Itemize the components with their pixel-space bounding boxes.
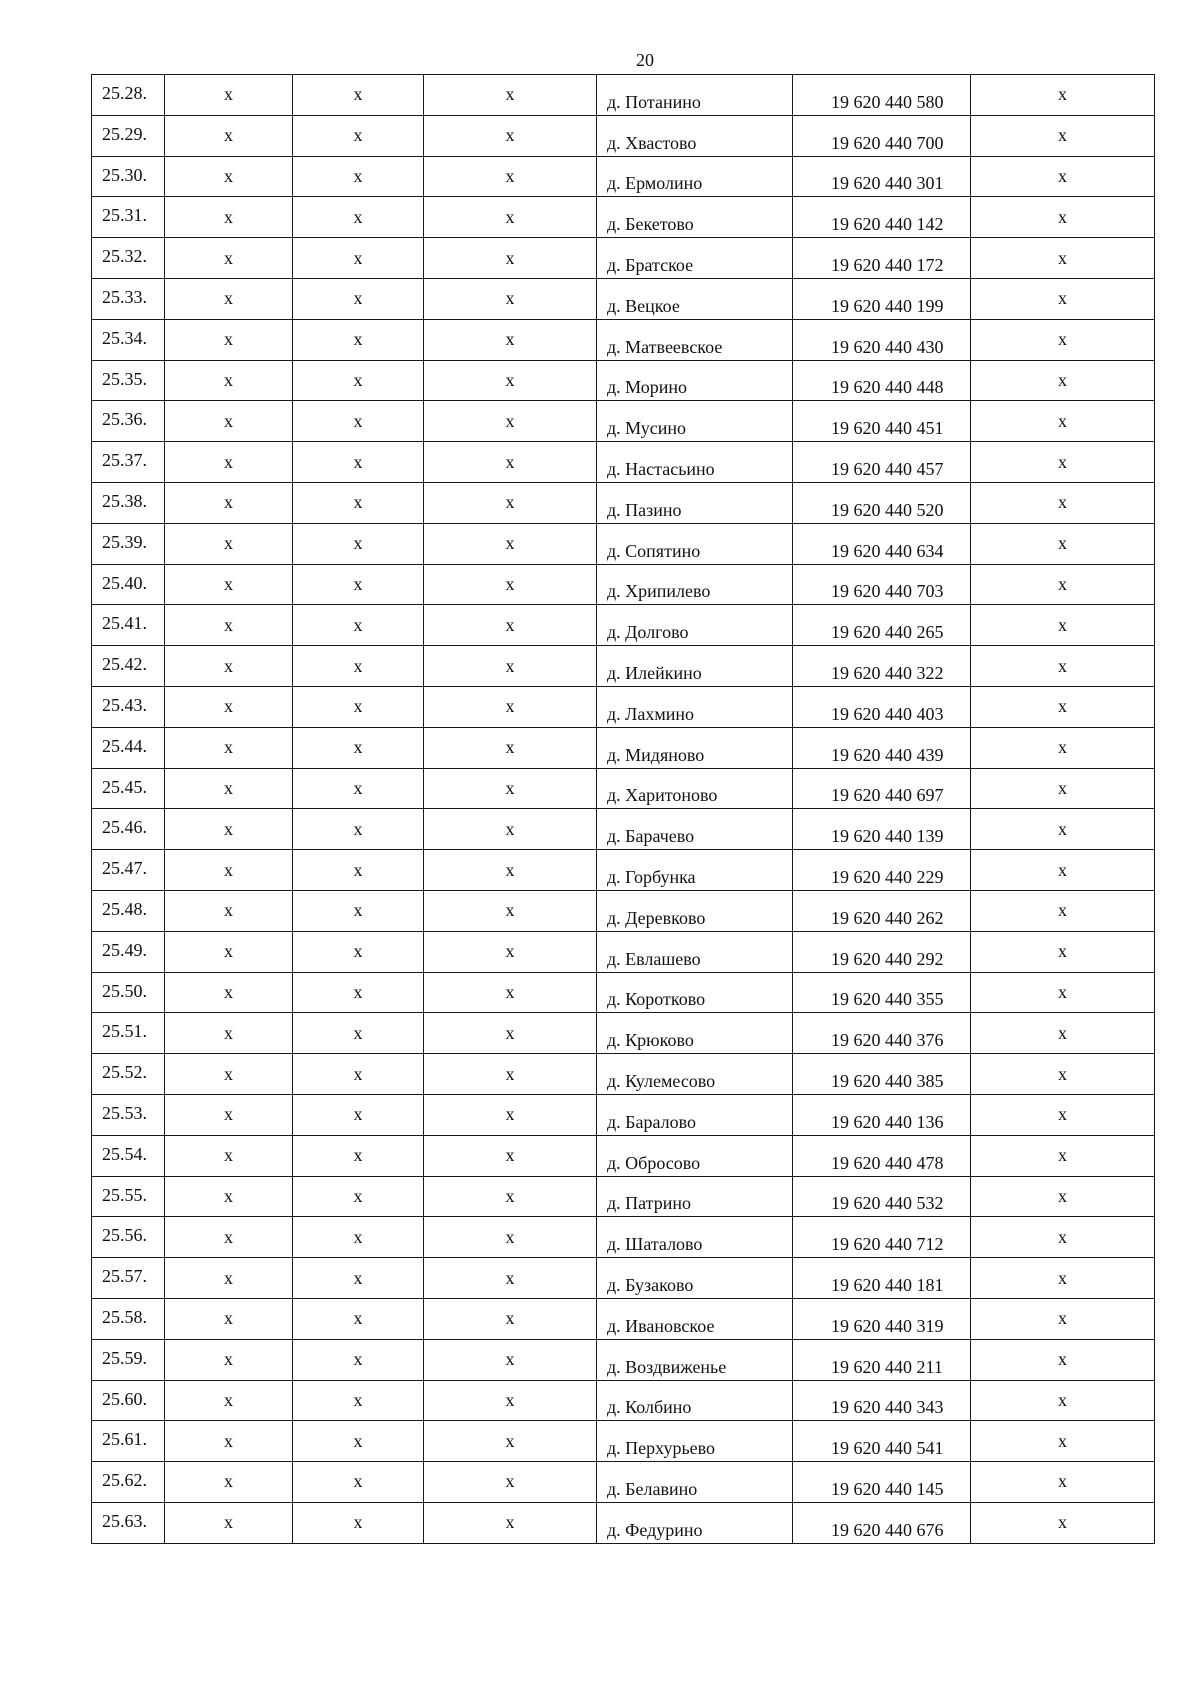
cell-col-2: x [293,1380,424,1421]
cell-row-number: 25.39. [92,523,165,564]
cell-row-number: 25.52. [92,1054,165,1095]
cell-col-3: x [424,605,597,646]
cell-col-3: x [424,1298,597,1339]
cell-oktmo-code: 19 620 440 136 [793,1094,971,1135]
cell-oktmo-code: 19 620 440 703 [793,564,971,605]
cell-settlement-name: д. Федурино [597,1502,793,1543]
cell-col-1: x [165,238,293,279]
cell-col-1: x [165,605,293,646]
table-row [92,1176,1155,1217]
cell-col-3: x [424,931,597,972]
table-row [92,523,1155,564]
cell-col-7: x [971,75,1155,116]
cell-col-2: x [293,1421,424,1462]
cell-row-number: 25.40. [92,564,165,605]
cell-col-3: x [424,1462,597,1503]
cell-col-2: x [293,972,424,1013]
cell-settlement-name: д. Шаталово [597,1217,793,1258]
cell-row-number: 25.41. [92,605,165,646]
cell-oktmo-code: 19 620 440 712 [793,1217,971,1258]
cell-oktmo-code: 19 620 440 451 [793,401,971,442]
cell-col-7: x [971,523,1155,564]
cell-col-2: x [293,1217,424,1258]
cell-col-1: x [165,727,293,768]
cell-col-1: x [165,1502,293,1543]
cell-col-3: x [424,850,597,891]
cell-col-3: x [424,115,597,156]
cell-col-7: x [971,1054,1155,1095]
cell-col-7: x [971,156,1155,197]
cell-settlement-name: д. Патрино [597,1176,793,1217]
cell-oktmo-code: 19 620 440 541 [793,1421,971,1462]
cell-oktmo-code: 19 620 440 142 [793,197,971,238]
cell-col-1: x [165,809,293,850]
cell-col-7: x [971,238,1155,279]
cell-oktmo-code: 19 620 440 355 [793,972,971,1013]
cell-oktmo-code: 19 620 440 139 [793,809,971,850]
cell-col-1: x [165,1135,293,1176]
table-row [92,1502,1155,1543]
cell-settlement-name: д. Белавино [597,1462,793,1503]
table-row [92,75,1155,116]
cell-col-7: x [971,319,1155,360]
cell-col-1: x [165,1421,293,1462]
cell-col-7: x [971,1421,1155,1462]
cell-col-3: x [424,564,597,605]
cell-row-number: 25.50. [92,972,165,1013]
cell-col-1: x [165,890,293,931]
cell-col-2: x [293,1258,424,1299]
cell-col-2: x [293,931,424,972]
table-row [92,1462,1155,1503]
cell-oktmo-code: 19 620 440 403 [793,686,971,727]
cell-col-2: x [293,646,424,687]
cell-col-2: x [293,1298,424,1339]
cell-settlement-name: д. Братское [597,238,793,279]
cell-col-1: x [165,401,293,442]
cell-col-3: x [424,646,597,687]
cell-oktmo-code: 19 620 440 634 [793,523,971,564]
cell-col-2: x [293,1054,424,1095]
cell-settlement-name: д. Евлашево [597,931,793,972]
table-row [92,1217,1155,1258]
cell-settlement-name: д. Коротково [597,972,793,1013]
table-row [92,442,1155,483]
cell-col-2: x [293,523,424,564]
cell-col-7: x [971,809,1155,850]
page-number: 20 [636,50,654,70]
cell-col-7: x [971,931,1155,972]
cell-col-1: x [165,75,293,116]
cell-oktmo-code: 19 620 440 262 [793,890,971,931]
table-row [92,890,1155,931]
cell-oktmo-code: 19 620 440 697 [793,768,971,809]
cell-col-7: x [971,1339,1155,1380]
cell-row-number: 25.53. [92,1094,165,1135]
cell-col-1: x [165,1258,293,1299]
cell-settlement-name: д. Пазино [597,482,793,523]
cell-col-3: x [424,890,597,931]
cell-row-number: 25.46. [92,809,165,850]
cell-oktmo-code: 19 620 440 265 [793,605,971,646]
cell-settlement-name: д. Барачево [597,809,793,850]
cell-row-number: 25.29. [92,115,165,156]
cell-col-3: x [424,238,597,279]
cell-col-3: x [424,1339,597,1380]
cell-col-1: x [165,319,293,360]
cell-col-3: x [424,1176,597,1217]
cell-col-7: x [971,1135,1155,1176]
table-row [92,1094,1155,1135]
cell-col-7: x [971,1380,1155,1421]
table-row [92,360,1155,401]
cell-col-2: x [293,564,424,605]
cell-settlement-name: д. Баралово [597,1094,793,1135]
table-row [92,278,1155,319]
cell-col-1: x [165,1176,293,1217]
cell-row-number: 25.31. [92,197,165,238]
cell-col-3: x [424,1258,597,1299]
table-row [92,850,1155,891]
cell-row-number: 25.61. [92,1421,165,1462]
cell-settlement-name: д. Крюково [597,1013,793,1054]
table-row [92,482,1155,523]
table-row [92,115,1155,156]
cell-settlement-name: д. Деревково [597,890,793,931]
cell-row-number: 25.45. [92,768,165,809]
cell-col-1: x [165,1054,293,1095]
cell-col-1: x [165,442,293,483]
cell-col-7: x [971,1094,1155,1135]
cell-oktmo-code: 19 620 440 211 [793,1339,971,1380]
cell-col-2: x [293,278,424,319]
table-row [92,646,1155,687]
table-row [92,1298,1155,1339]
cell-col-2: x [293,482,424,523]
cell-row-number: 25.37. [92,442,165,483]
cell-col-1: x [165,686,293,727]
table-row [92,1258,1155,1299]
cell-col-1: x [165,482,293,523]
cell-col-3: x [424,768,597,809]
cell-col-2: x [293,115,424,156]
cell-row-number: 25.34. [92,319,165,360]
table-row [92,1421,1155,1462]
cell-settlement-name: д. Колбино [597,1380,793,1421]
cell-col-1: x [165,1298,293,1339]
cell-col-7: x [971,482,1155,523]
cell-oktmo-code: 19 620 440 439 [793,727,971,768]
table-row [92,727,1155,768]
cell-settlement-name: д. Хвастово [597,115,793,156]
cell-col-3: x [424,686,597,727]
cell-col-2: x [293,809,424,850]
cell-col-7: x [971,890,1155,931]
cell-oktmo-code: 19 620 440 172 [793,238,971,279]
cell-row-number: 25.35. [92,360,165,401]
cell-col-7: x [971,564,1155,605]
cell-col-3: x [424,360,597,401]
cell-row-number: 25.55. [92,1176,165,1217]
cell-row-number: 25.47. [92,850,165,891]
cell-col-2: x [293,360,424,401]
cell-col-2: x [293,1013,424,1054]
table-row [92,931,1155,972]
cell-settlement-name: д. Горбунка [597,850,793,891]
cell-oktmo-code: 19 620 440 319 [793,1298,971,1339]
cell-col-1: x [165,1013,293,1054]
cell-col-2: x [293,1094,424,1135]
cell-col-7: x [971,768,1155,809]
cell-row-number: 25.32. [92,238,165,279]
cell-settlement-name: д. Мидяново [597,727,793,768]
cell-col-7: x [971,605,1155,646]
cell-settlement-name: д. Обросово [597,1135,793,1176]
cell-col-2: x [293,197,424,238]
cell-col-3: x [424,482,597,523]
cell-col-2: x [293,605,424,646]
cell-oktmo-code: 19 620 440 580 [793,75,971,116]
cell-col-7: x [971,197,1155,238]
cell-col-7: x [971,646,1155,687]
cell-col-1: x [165,156,293,197]
cell-col-3: x [424,75,597,116]
cell-row-number: 25.36. [92,401,165,442]
cell-row-number: 25.62. [92,1462,165,1503]
cell-col-3: x [424,319,597,360]
cell-settlement-name: д. Бузаково [597,1258,793,1299]
cell-oktmo-code: 19 620 440 478 [793,1135,971,1176]
cell-row-number: 25.49. [92,931,165,972]
cell-col-7: x [971,1462,1155,1503]
cell-oktmo-code: 19 620 440 343 [793,1380,971,1421]
cell-settlement-name: д. Вецкое [597,278,793,319]
table-row [92,238,1155,279]
cell-col-2: x [293,401,424,442]
cell-col-2: x [293,1176,424,1217]
cell-col-2: x [293,727,424,768]
cell-oktmo-code: 19 620 440 532 [793,1176,971,1217]
cell-col-2: x [293,238,424,279]
cell-col-3: x [424,1013,597,1054]
cell-col-1: x [165,972,293,1013]
cell-settlement-name: д. Илейкино [597,646,793,687]
cell-settlement-name: д. Матвеевское [597,319,793,360]
cell-row-number: 25.56. [92,1217,165,1258]
cell-col-3: x [424,1054,597,1095]
table-row [92,197,1155,238]
table-row [92,809,1155,850]
cell-oktmo-code: 19 620 440 448 [793,360,971,401]
cell-oktmo-code: 19 620 440 676 [793,1502,971,1543]
cell-row-number: 25.59. [92,1339,165,1380]
cell-oktmo-code: 19 620 440 292 [793,931,971,972]
table-row [92,564,1155,605]
cell-col-7: x [971,972,1155,1013]
cell-col-2: x [293,156,424,197]
cell-row-number: 25.43. [92,686,165,727]
cell-col-7: x [971,1258,1155,1299]
table-row [92,605,1155,646]
cell-col-7: x [971,278,1155,319]
cell-row-number: 25.54. [92,1135,165,1176]
cell-row-number: 25.63. [92,1502,165,1543]
cell-settlement-name: д. Морино [597,360,793,401]
cell-col-3: x [424,1094,597,1135]
cell-col-3: x [424,278,597,319]
cell-settlement-name: д. Харитоново [597,768,793,809]
cell-col-2: x [293,1502,424,1543]
cell-settlement-name: д. Бекетово [597,197,793,238]
cell-settlement-name: д. Потанино [597,75,793,116]
cell-col-3: x [424,1380,597,1421]
settlements-table [91,74,1155,1544]
cell-col-1: x [165,1462,293,1503]
cell-col-3: x [424,156,597,197]
table-row [92,156,1155,197]
cell-oktmo-code: 19 620 440 430 [793,319,971,360]
cell-row-number: 25.48. [92,890,165,931]
cell-col-2: x [293,319,424,360]
cell-col-7: x [971,850,1155,891]
cell-col-1: x [165,278,293,319]
cell-oktmo-code: 19 620 440 385 [793,1054,971,1095]
cell-settlement-name: д. Ермолино [597,156,793,197]
cell-col-7: x [971,401,1155,442]
cell-col-1: x [165,197,293,238]
cell-settlement-name: д. Воздвиженье [597,1339,793,1380]
cell-settlement-name: д. Хрипилево [597,564,793,605]
cell-row-number: 25.38. [92,482,165,523]
cell-col-3: x [424,1135,597,1176]
cell-col-1: x [165,850,293,891]
cell-settlement-name: д. Мусино [597,401,793,442]
cell-col-7: x [971,1502,1155,1543]
table-row [92,1380,1155,1421]
cell-col-2: x [293,1462,424,1503]
cell-oktmo-code: 19 620 440 229 [793,850,971,891]
cell-col-3: x [424,1421,597,1462]
cell-col-3: x [424,401,597,442]
cell-col-3: x [424,1502,597,1543]
table-row [92,319,1155,360]
cell-col-1: x [165,564,293,605]
cell-row-number: 25.33. [92,278,165,319]
cell-col-1: x [165,1094,293,1135]
table-row [92,686,1155,727]
table-row [92,401,1155,442]
cell-col-7: x [971,442,1155,483]
cell-col-2: x [293,686,424,727]
cell-row-number: 25.58. [92,1298,165,1339]
cell-col-3: x [424,523,597,564]
cell-col-1: x [165,931,293,972]
table-row [92,1339,1155,1380]
cell-col-1: x [165,1380,293,1421]
cell-oktmo-code: 19 620 440 145 [793,1462,971,1503]
cell-row-number: 25.28. [92,75,165,116]
cell-col-3: x [424,727,597,768]
cell-oktmo-code: 19 620 440 376 [793,1013,971,1054]
cell-oktmo-code: 19 620 440 181 [793,1258,971,1299]
table-row [92,768,1155,809]
cell-col-7: x [971,1217,1155,1258]
cell-col-7: x [971,686,1155,727]
cell-col-2: x [293,75,424,116]
cell-row-number: 25.60. [92,1380,165,1421]
cell-col-3: x [424,442,597,483]
cell-row-number: 25.51. [92,1013,165,1054]
cell-col-1: x [165,115,293,156]
cell-row-number: 25.44. [92,727,165,768]
cell-settlement-name: д. Лахмино [597,686,793,727]
cell-col-3: x [424,809,597,850]
cell-oktmo-code: 19 620 440 457 [793,442,971,483]
cell-col-1: x [165,646,293,687]
cell-row-number: 25.30. [92,156,165,197]
cell-col-1: x [165,768,293,809]
cell-col-7: x [971,727,1155,768]
cell-oktmo-code: 19 620 440 520 [793,482,971,523]
cell-col-2: x [293,442,424,483]
cell-col-7: x [971,360,1155,401]
cell-settlement-name: д. Кулемесово [597,1054,793,1095]
cell-settlement-name: д. Ивановское [597,1298,793,1339]
cell-col-7: x [971,115,1155,156]
cell-col-2: x [293,850,424,891]
cell-col-7: x [971,1013,1155,1054]
cell-col-2: x [293,768,424,809]
cell-col-7: x [971,1298,1155,1339]
cell-settlement-name: д. Долгово [597,605,793,646]
cell-row-number: 25.57. [92,1258,165,1299]
cell-settlement-name: д. Перхурьево [597,1421,793,1462]
cell-col-1: x [165,360,293,401]
cell-col-3: x [424,197,597,238]
cell-col-3: x [424,1217,597,1258]
table-row [92,972,1155,1013]
cell-col-1: x [165,523,293,564]
cell-col-7: x [971,1176,1155,1217]
table-body [92,75,1155,1544]
cell-oktmo-code: 19 620 440 700 [793,115,971,156]
cell-col-1: x [165,1339,293,1380]
cell-col-2: x [293,1339,424,1380]
cell-col-3: x [424,972,597,1013]
table-row [92,1054,1155,1095]
cell-oktmo-code: 19 620 440 301 [793,156,971,197]
cell-col-2: x [293,890,424,931]
cell-settlement-name: д. Сопятино [597,523,793,564]
cell-col-1: x [165,1217,293,1258]
cell-oktmo-code: 19 620 440 322 [793,646,971,687]
cell-settlement-name: д. Настасьино [597,442,793,483]
table-row [92,1013,1155,1054]
table-row [92,1135,1155,1176]
cell-oktmo-code: 19 620 440 199 [793,278,971,319]
cell-row-number: 25.42. [92,646,165,687]
cell-col-2: x [293,1135,424,1176]
